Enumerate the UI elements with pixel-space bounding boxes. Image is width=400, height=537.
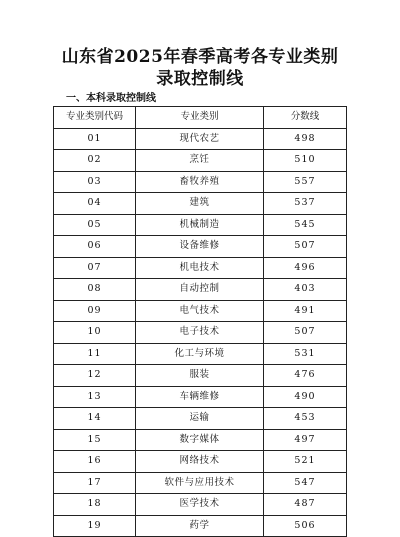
table-row <box>54 279 347 301</box>
category-code-cell: 12 <box>54 365 136 387</box>
table-row <box>54 171 347 193</box>
score-line-cell: 497 <box>264 429 347 451</box>
category-name-cell: 药学 <box>136 515 264 537</box>
category-name-cell: 医学技术 <box>136 494 264 516</box>
header-score-line: 分数线 <box>264 107 347 129</box>
category-code-cell: 02 <box>54 150 136 172</box>
table-row <box>54 150 347 172</box>
table-row <box>54 494 347 516</box>
category-code-cell: 05 <box>54 214 136 236</box>
table-row <box>54 193 347 215</box>
score-line-cell: 498 <box>264 128 347 150</box>
table-body <box>54 128 347 537</box>
category-code-cell: 08 <box>54 279 136 301</box>
table-row <box>54 257 347 279</box>
category-name-cell: 建筑 <box>136 193 264 215</box>
section-heading: 一、本科录取控制线 <box>66 93 156 104</box>
category-name-cell: 电气技术 <box>136 300 264 322</box>
table-row <box>54 472 347 494</box>
table-row <box>54 300 347 322</box>
score-line-cell: 531 <box>264 343 347 365</box>
table-row <box>54 386 347 408</box>
table-row <box>54 429 347 451</box>
category-name-cell: 现代农艺 <box>136 128 264 150</box>
category-code-cell: 15 <box>54 429 136 451</box>
document-title-line-1: 山东省2025年春季高考各专业类别 <box>61 47 339 67</box>
table-row <box>54 322 347 344</box>
category-code-cell: 03 <box>54 171 136 193</box>
table-row <box>54 451 347 473</box>
table-row <box>54 408 347 430</box>
score-line-cell: 476 <box>264 365 347 387</box>
category-code-cell: 11 <box>54 343 136 365</box>
admission-score-table <box>53 106 347 537</box>
score-line-cell: 547 <box>264 472 347 494</box>
score-line-cell: 545 <box>264 214 347 236</box>
document-title-line-2: 录取控制线 <box>156 69 244 89</box>
header-category-code: 专业类别代码 <box>54 107 136 129</box>
header-category-name: 专业类别 <box>136 107 264 129</box>
score-line-cell: 496 <box>264 257 347 279</box>
table-row <box>54 365 347 387</box>
category-code-cell: 16 <box>54 451 136 473</box>
category-name-cell: 服装 <box>136 365 264 387</box>
category-name-cell: 数字媒体 <box>136 429 264 451</box>
table-row <box>54 214 347 236</box>
category-code-cell: 01 <box>54 128 136 150</box>
category-code-cell: 09 <box>54 300 136 322</box>
category-code-cell: 18 <box>54 494 136 516</box>
category-name-cell: 车辆维修 <box>136 386 264 408</box>
score-line-cell: 491 <box>264 300 347 322</box>
category-code-cell: 10 <box>54 322 136 344</box>
category-name-cell: 机电技术 <box>136 257 264 279</box>
category-name-cell: 设备维修 <box>136 236 264 258</box>
score-line-cell: 506 <box>264 515 347 537</box>
category-name-cell: 自动控制 <box>136 279 264 301</box>
category-code-cell: 07 <box>54 257 136 279</box>
score-line-cell: 521 <box>264 451 347 473</box>
table-row <box>54 343 347 365</box>
category-code-cell: 06 <box>54 236 136 258</box>
score-line-cell: 537 <box>264 193 347 215</box>
category-code-cell: 17 <box>54 472 136 494</box>
category-name-cell: 化工与环境 <box>136 343 264 365</box>
table-header-row <box>54 107 347 129</box>
score-line-cell: 557 <box>264 171 347 193</box>
category-code-cell: 19 <box>54 515 136 537</box>
score-line-cell: 403 <box>264 279 347 301</box>
category-name-cell: 畜牧养殖 <box>136 171 264 193</box>
category-name-cell: 电子技术 <box>136 322 264 344</box>
table-row <box>54 128 347 150</box>
table-row <box>54 236 347 258</box>
score-line-cell: 487 <box>264 494 347 516</box>
category-name-cell: 软件与应用技术 <box>136 472 264 494</box>
category-code-cell: 04 <box>54 193 136 215</box>
category-name-cell: 烹饪 <box>136 150 264 172</box>
category-code-cell: 13 <box>54 386 136 408</box>
score-line-cell: 453 <box>264 408 347 430</box>
score-line-cell: 490 <box>264 386 347 408</box>
category-name-cell: 运输 <box>136 408 264 430</box>
score-line-cell: 507 <box>264 322 347 344</box>
category-code-cell: 14 <box>54 408 136 430</box>
score-line-cell: 507 <box>264 236 347 258</box>
category-name-cell: 网络技术 <box>136 451 264 473</box>
category-name-cell: 机械制造 <box>136 214 264 236</box>
score-line-cell: 510 <box>264 150 347 172</box>
table-row <box>54 515 347 537</box>
